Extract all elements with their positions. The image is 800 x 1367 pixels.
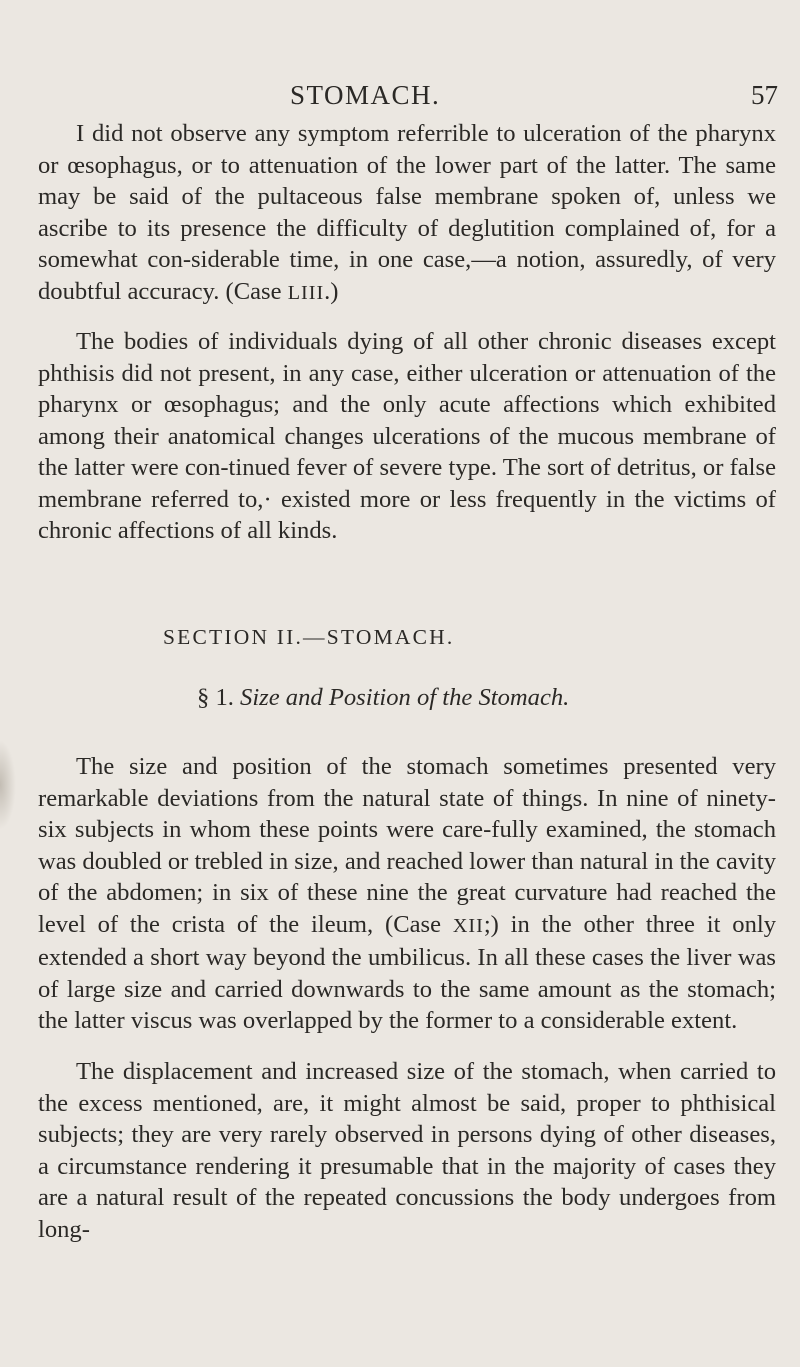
paragraph-displacement: The displacement and increased size of the stomach, when carried to the excess mentioned, are, it might almost be said, proper to phthisical subjects; they are very rarely observed in persons dying of other diseases, a circumstance rendering it presumable that in the majority of cases they are a natural result of the repeated concussions the body undergoes from long- bbox=[38, 1058, 776, 1243]
paragraph-text: ;) in the other three it only extended a short way beyond the umbilicus. In all these cases the liver was of large size and carried downwards to the same amount as the stomach; the latter viscus was overlapped by the former to a considerable extent. bbox=[38, 910, 776, 1034]
case-reference: XII bbox=[452, 914, 484, 937]
page-smudge bbox=[0, 740, 16, 830]
running-title: STOMACH. bbox=[290, 80, 441, 110]
case-reference: LIII bbox=[287, 281, 325, 304]
page-number: 57 bbox=[751, 80, 778, 110]
paragraph-stomach-size bbox=[38, 751, 776, 1037]
paragraph-pharynx-observation bbox=[38, 118, 776, 309]
subsection-number: § 1. bbox=[197, 684, 234, 711]
subsection-title: Size and Position of the Stomach. bbox=[240, 684, 570, 711]
paragraph-text: The size and position of the stomach sometimes presented very remarkable deviations from the natural state of things. In nine of ninety-six subjects in whom these points were care-fully examined, the stomach was doubled or trebled in size, and reached lower than natural in the cavity of the abdomen; in six of these nine the great curvature had reached the level of the crista of the ileum, (Case bbox=[38, 753, 776, 938]
subsection-heading bbox=[197, 684, 569, 712]
paragraph-text: .) bbox=[324, 277, 339, 305]
paragraph-other-chronic-diseases: The bodies of individuals dying of all other chronic diseases except phthisis did not present, in any case, either ulceration or attenuation of the pharynx or œsophagus; and the only acute affections which exhibited among their anatomical changes ulcerations of the mucous membrane of the latter were con-tinued fever of severe type. The sort of detritus, or false membrane referred to,· existed more or less frequently in the victims of chronic affections of all kinds. bbox=[38, 328, 776, 544]
page-header bbox=[0, 80, 800, 116]
section-heading: SECTION II.—STOMACH. bbox=[163, 625, 455, 649]
paragraph-text: I did not observe any symptom referrible to ulceration of the pharynx or œsophagus, or to attenuation of the lower part of the latter. The same may be said of the pultaceous false membrane spoken of, unless we ascribe to its presence the difficulty of deglutition complained of, for a somewhat con-siderable time, in one case,—a notion, assuredly, of very doubtful accuracy. (Case bbox=[38, 120, 776, 305]
